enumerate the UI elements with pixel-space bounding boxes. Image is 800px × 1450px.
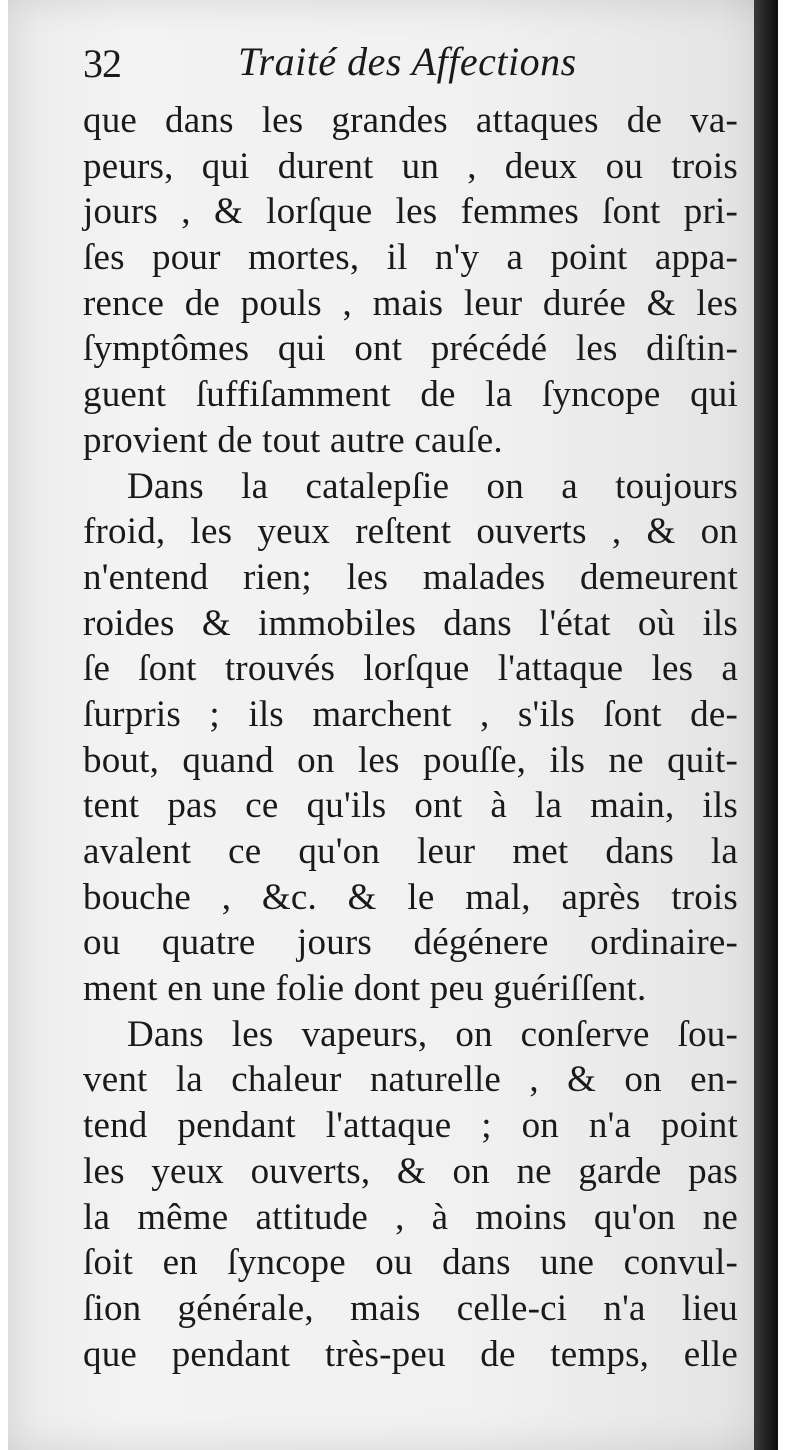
running-title: Traité des Affections [238, 39, 577, 84]
text-line: guent ſuffiſamment de la ſyncope qui [83, 374, 738, 416]
page-header [83, 38, 723, 98]
text-line: ſoit en ſyncope ou dans une convul- [83, 1242, 738, 1284]
text-line: ſurpris ; ils marchent , s'ils ſont de- [83, 693, 738, 735]
body-text [83, 98, 738, 1377]
text-line: froid, les yeux reſtent ouverts , & on [83, 511, 738, 553]
book-page [8, 0, 778, 1450]
text-line: jours , & lorſque les femmes ſont pri- [83, 191, 738, 233]
text-line: avalent ce qu'on leur met dans la [83, 831, 738, 872]
text-line: ſion générale, mais celle-ci n'a lieu [83, 1287, 738, 1329]
text-line: ſe ſont trouvés lorſque l'attaque les a [83, 648, 738, 690]
text-line: bouche , &c. & le mal, après trois [83, 876, 738, 918]
text-line: rence de pouls , mais leur durée & les [83, 282, 738, 324]
text-line: peurs, qui durent un , deux ou trois [83, 145, 738, 187]
text-line: vent la chaleur naturelle , & on en- [83, 1059, 738, 1101]
page-edge-shadow [754, 0, 778, 1450]
text-line: ſes pour mortes, il n'y a point appa- [83, 237, 738, 279]
text-line: ſymptômes qui ont précédé les diſtin- [83, 328, 738, 370]
text-line: bout, quand on les pouſſe, ils ne quit- [83, 739, 738, 781]
text-line: Dans la catalepſie on a toujours [127, 465, 738, 507]
text-line: que dans les grandes attaques de va- [83, 100, 738, 141]
text-line: ou quatre jours dégénere ordinaire- [83, 922, 738, 964]
page-number: 32 [83, 41, 121, 86]
text-line: provient de tout autre cauſe. [83, 419, 503, 461]
text-line: ment en une folie dont peu guériſſent. [83, 968, 647, 1010]
text-line: tend pendant l'attaque ; on n'a point [83, 1105, 738, 1147]
text-line: que pendant très-peu de temps, elle [83, 1333, 738, 1375]
text-line: n'entend rien; les malades demeurent [83, 556, 738, 598]
text-line: la même attitude , à moins qu'on ne [83, 1196, 738, 1238]
text-line: roides & immobiles dans l'état où ils [83, 602, 738, 644]
text-line: tent pas ce qu'ils ont à la main, ils [83, 785, 738, 827]
text-line: Dans les vapeurs, on conſerve ſou- [127, 1013, 738, 1055]
text-line: les yeux ouverts, & on ne garde pas [83, 1150, 738, 1192]
